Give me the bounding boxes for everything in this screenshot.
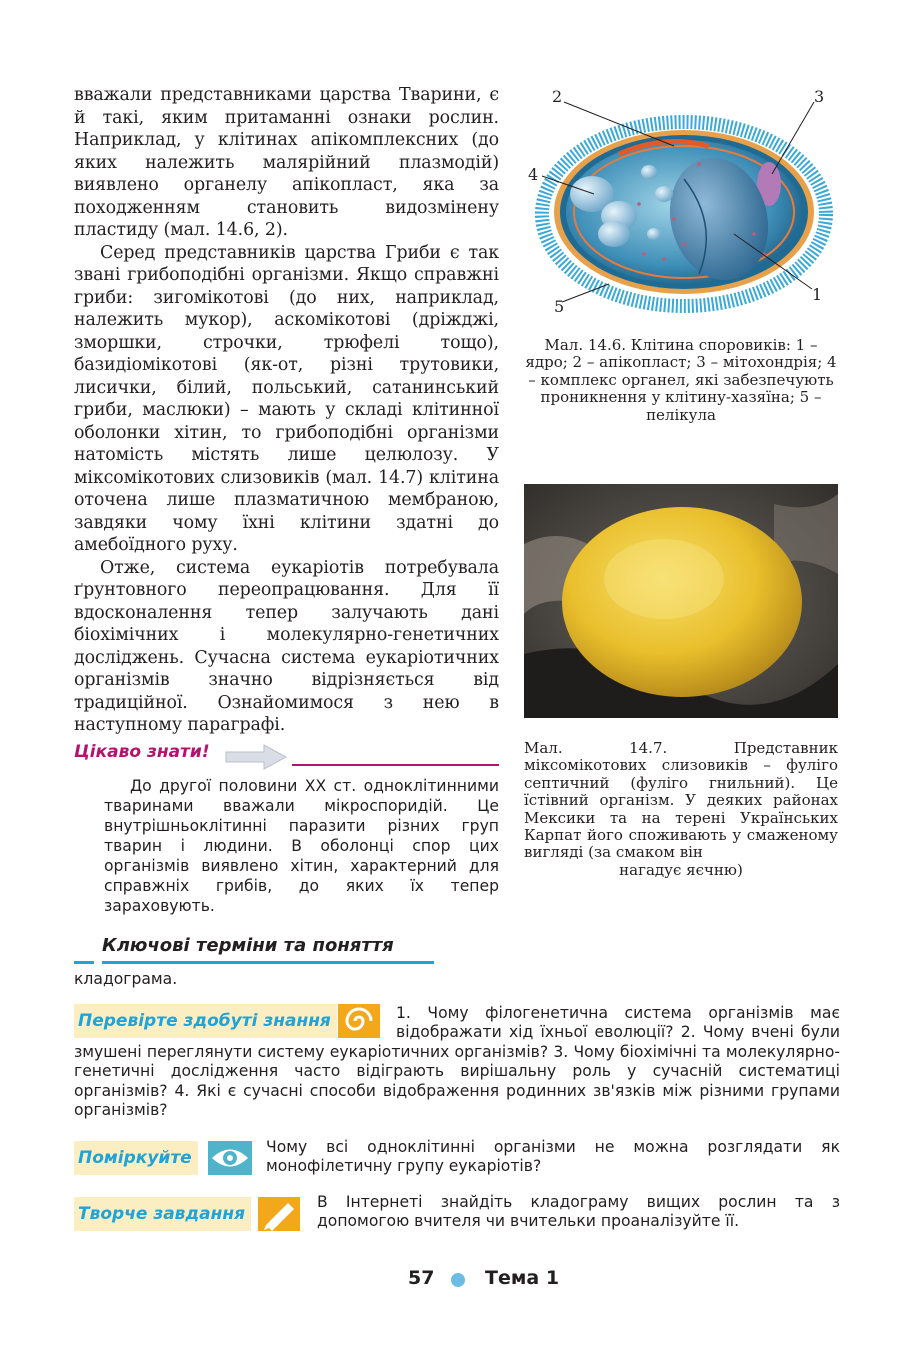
- footer-dot-icon: [451, 1273, 465, 1287]
- fuligo-image: [524, 484, 838, 718]
- fact-title: Цікаво знати!: [74, 742, 210, 762]
- main-text-column: [74, 84, 499, 737]
- fact-divider: [292, 764, 499, 766]
- arrow-icon: [224, 742, 364, 777]
- eye-icon: [208, 1141, 252, 1180]
- fact-paragraph: До другої половини XX ст. одноклітинними тваринами вважали мікроспоридій. Це внутрішньоклітинні паразити різних груп тварин і людини. В оболонці спор цих організмів виявлено хітин, характерний для справжніх грибів, до яких їх тепер зараховують.: [104, 777, 499, 915]
- caption-text: Мал. 14.7. Представник міксомікотових слизовиків – фуліго септичний (фуліго гнильний). Це їстівний організм. У деяких районах Мексики та на терені Українських Карпат його споживають у смаженому вигляді (за смаком він: [524, 739, 838, 862]
- page-number: 57: [408, 1267, 435, 1289]
- page-footer: [0, 1267, 918, 1293]
- label-4: 4: [528, 165, 539, 184]
- key-terms-underline: [102, 961, 434, 964]
- figure-caption: [524, 740, 838, 879]
- paragraph: Отже, система еукаріотів потребувала ґрунтовного переопрацювання. Для її вдосконалення тепер залучають дані біохімічних і молекулярно-генетичних досліджень. Сучасна система еукаріотичних організмів значно відрізняється від традиційної. Ознайомимося з нею в наступному параграфі.: [74, 557, 499, 735]
- label-3: 3: [814, 87, 825, 106]
- figure-fuligo-photo: [524, 484, 838, 718]
- pencil-icon: [258, 1197, 300, 1236]
- think-text: Чому всі одноклітинні організми не можна розглядати як монофілетичну групу еукаріотів?: [266, 1138, 840, 1176]
- key-terms-title: Ключові терміни та поняття: [102, 935, 394, 956]
- label-1: 1: [812, 285, 823, 304]
- creative-text: В Інтернеті знайдіть кладограму вищих рослин та з допомогою вчителя чи вчительки проаналізуйте її.: [317, 1193, 840, 1231]
- caption-text-end: нагадує яєчню): [619, 860, 743, 879]
- creative-label: Творче завдання: [74, 1197, 251, 1231]
- figure-caption: Мал. 14.6. Клітина споровиків: 1 – ядро; 2 – апікопласт; 3 – мітохондрія; 4 – комплекс органел, які забезпечують проникнення у клітину-хазяїна; 5 – пелікула: [525, 336, 837, 424]
- label-5: 5: [554, 297, 565, 316]
- think-label: Поміркуйте: [74, 1141, 198, 1175]
- key-terms-text: кладограма.: [74, 970, 178, 988]
- figure-cell-illustration: [524, 84, 838, 324]
- key-terms-header: [102, 935, 434, 965]
- fact-text: [104, 776, 499, 916]
- check-questions-text: 1. Чому філогенетична система організмів має відображати хід їхньої еволюції? 2. Чому вчені були змушені переглянути систему еукаріотичних організмів? 3. Чому біохімічні та молекулярно-генетичні дослідження часто відіграють вирішальну роль у сучасній систематиці організмів? 4. Які є сучасні способи відображення родинних зв'язків між різними групами організмів?: [74, 1004, 840, 1120]
- paragraph: Серед представників царства Гриби є так звані грибоподібні організми. Якщо справжні гриби: зигомікотові (до них, наприклад, належить мукор), аскомікотові (дріжджі, зморшки, строчки, трюфелі тощо), базидіомікотові (як-от, різні трутовики, лисички, білий, польський, сатанинський гриби, маслюки) – мають у складі клітинної оболонки хітин, то грибоподібні організми натомість містять лише целюлозу. У міксомікотових слизовиків (мал. 14.7) клітина оточена лише плазматичною мембраною, завдяки чому їхні клітини здатні до амебоїдного руху.: [74, 242, 499, 555]
- fact-header: [74, 740, 499, 772]
- spiral-icon: [338, 1004, 380, 1043]
- paragraph: вважали представниками царства Тварини, є й такі, яким притаманні ознаки рослин. Наприклад, у клітинах апікомплексних (до яких належить малярійний плазмодій) виявлено органелу апікопласт, яка за походженням становить видозмінену пластиду (мал. 14.6, 2).: [74, 85, 499, 240]
- label-2: 2: [552, 87, 563, 106]
- cell-drawing: [524, 84, 838, 324]
- key-terms-underline-left: [74, 961, 94, 964]
- check-label: Перевірте здобуті знання: [74, 1004, 337, 1038]
- footer-topic: Тема 1: [485, 1267, 560, 1289]
